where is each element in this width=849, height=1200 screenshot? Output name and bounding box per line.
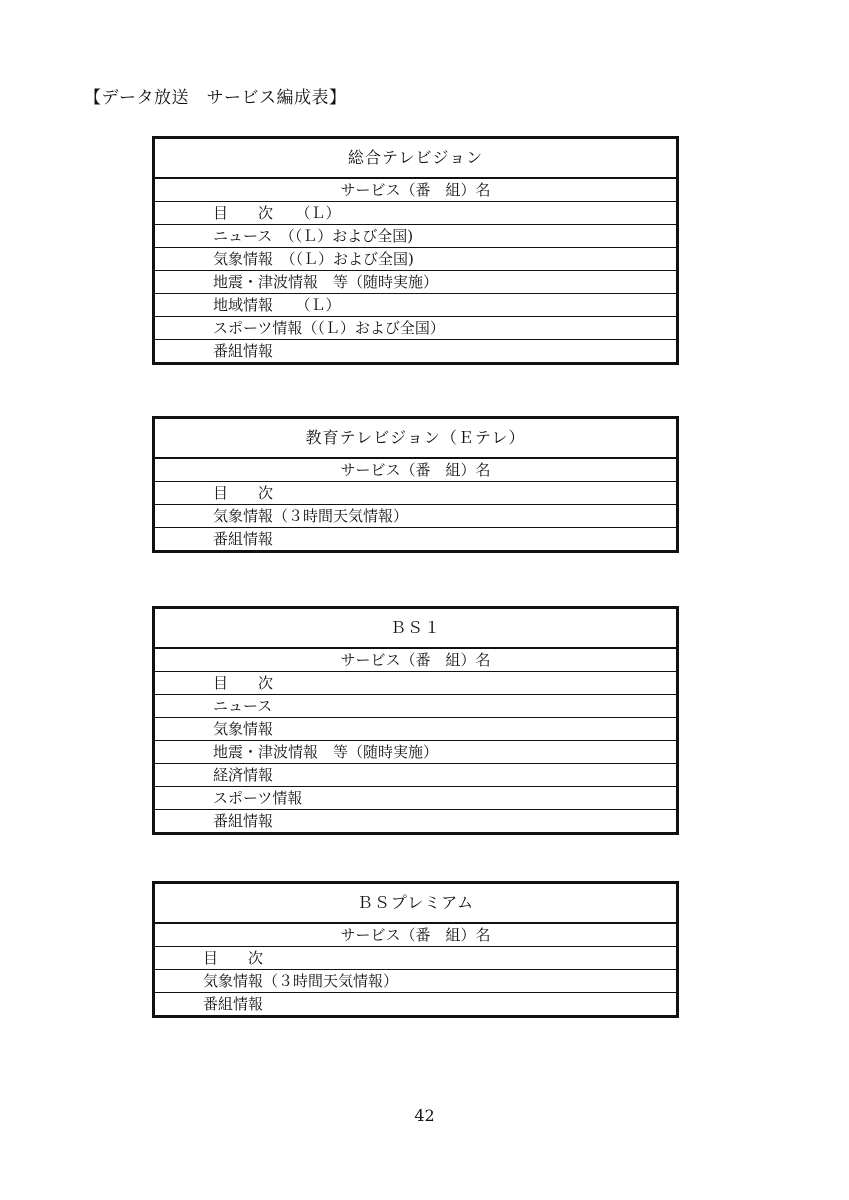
table-title: ＢＳ１ — [155, 609, 676, 649]
table-row: 番組情報 — [213, 342, 274, 360]
service-table-bs-premium — [152, 881, 679, 1018]
table-row: 地域情報 （Ｌ） — [155, 294, 676, 317]
table-row: 地震・津波情報 等（随時実施） — [155, 741, 676, 764]
service-table-bs1 — [152, 606, 679, 835]
table-title: 教育テレビジョン（Ｅテレ） — [155, 419, 676, 459]
table-row: 目 次 — [155, 947, 676, 970]
service-table-sogo-tv — [152, 136, 679, 365]
table-row: 経済情報 — [155, 764, 676, 787]
document-heading: 【データ放送 サービス編成表】 — [84, 88, 347, 108]
table-row: 地震・津波情報 等（随時実施） — [155, 271, 676, 294]
table-row: ニュース （（Ｌ）および全国) — [155, 225, 676, 248]
table-title: ＢＳプレミアム — [155, 884, 676, 924]
table-row: 気象情報（３時間天気情報） — [155, 505, 676, 528]
table-row: 番組情報 — [213, 530, 274, 548]
table-row: 目 次 （Ｌ） — [155, 202, 676, 225]
table-column-header: サービス（番 組）名 — [155, 179, 676, 202]
table-row: ニュース — [155, 695, 676, 718]
table-row: スポーツ情報 — [155, 787, 676, 810]
table-row: 番組情報 — [203, 995, 264, 1013]
table-row: 気象情報（３時間天気情報） — [155, 970, 676, 993]
service-table-e-tele — [152, 416, 679, 553]
table-title: 総合テレビジョン — [155, 139, 676, 179]
table-row: 番組情報 — [213, 812, 274, 830]
table-column-header: サービス（番 組）名 — [155, 924, 676, 947]
table-row: 目 次 — [155, 672, 676, 695]
table-row: 目 次 — [155, 482, 676, 505]
table-row: スポーツ情報（（Ｌ）および全国） — [155, 317, 676, 340]
page-number: 42 — [414, 1106, 435, 1125]
table-row: 気象情報 （（Ｌ）および全国) — [155, 248, 676, 271]
table-column-header: サービス（番 組）名 — [155, 649, 676, 672]
table-row: 気象情報 — [155, 718, 676, 741]
table-column-header: サービス（番 組）名 — [155, 459, 676, 482]
